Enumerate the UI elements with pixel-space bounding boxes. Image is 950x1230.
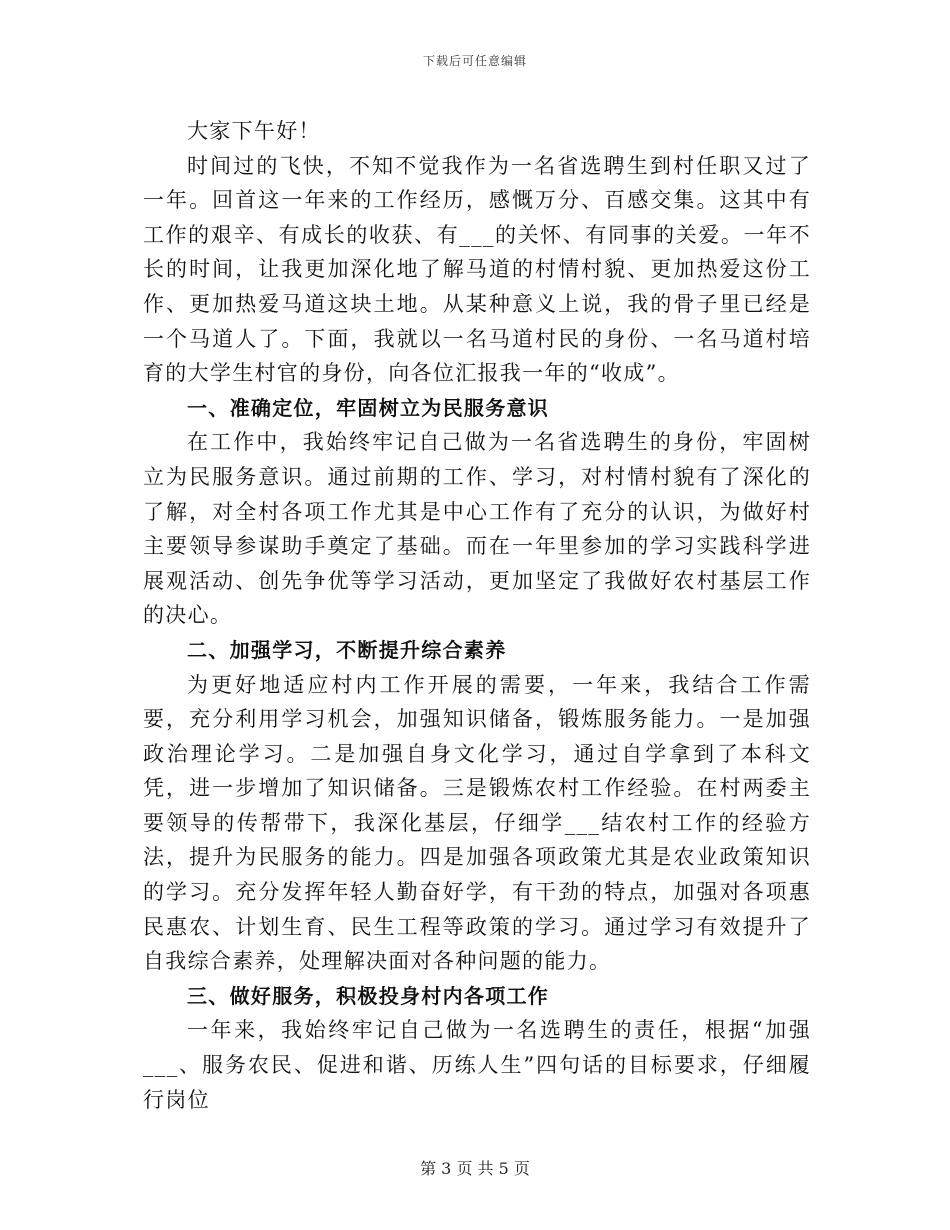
page-number-footer: 第 3 页 共 5 页 (420, 1159, 530, 1178)
intro-paragraph: 时间过的飞快，不知不觉我作为一名省选聘生到村任职又过了一年。回首这一年来的工作经历，感慨万分、百感交集。这其中有工作的艰辛、有成长的收获、有___的关怀、有同事的关爱。一年不长的时间，让我更加深化地了解马道的村情村貌、更加热爱这份工作、更加热爱马道这块土地。从某种意义上说，我的骨子里已经是一个马道人了。下面，我就以一名马道村民的身份、一名马道村培育的大学生村官的身份，向各位汇报我一年的“收成”。 (143, 153, 811, 386)
page-header: 下载后可任意编辑 (422, 54, 527, 68)
section-1-paragraph: 在工作中，我始终牢记自己做为一名省选聘生的身份，牢固树立为民服务意识。通过前期的工作、学习，对村情村貌有了深化的了解，对全村各项工作尤其是中心工作有了充分的认识，为做好村主要领导参谋助手奠定了基础。而在一年里参加的学习实践科学进展观活动、创先争优等学习活动，更加坚定了我做好农村基层工作的决心。 (143, 430, 811, 628)
section-heading-3: 三、做好服务，积极投身村内各项工作 (187, 983, 550, 1008)
section-heading-2: 二、加强学习，不断提升综合素养 (187, 637, 507, 662)
section-heading-1: 一、准确定位，牢固树立为民服务意识 (187, 395, 550, 420)
greeting-paragraph: 大家下午好！ (187, 119, 321, 143)
section-3-paragraph: 一年来，我始终牢记自己做为一名选聘生的责任，根据“加强___、服务农民、促进和谐、历练人生”四句话的目标要求，仔细履行岗位 (143, 1018, 811, 1112)
document-body (143, 114, 811, 1117)
section-2-paragraph: 为更好地适应村内工作开展的需要，一年来，我结合工作需要，充分利用学习机会，加强知识储备，锻炼服务能力。一是加强政治理论学习。二是加强自身文化学习，通过自学拿到了本科文凭，进一步增加了知识储备。三是锻炼农村工作经验。在村两委主要领导的传帮带下，我深化基层，仔细学___结农村工作的经验方法，提升为民服务的能力。四是加强各项政策尤其是农业政策知识的学习。充分发挥年轻人勤奋好学，有干劲的特点，加强对各项惠民惠农、计划生育、民生工程等政策的学习。通过学习有效提升了自我综合素养，处理解决面对各种问题的能力。 (143, 672, 811, 974)
